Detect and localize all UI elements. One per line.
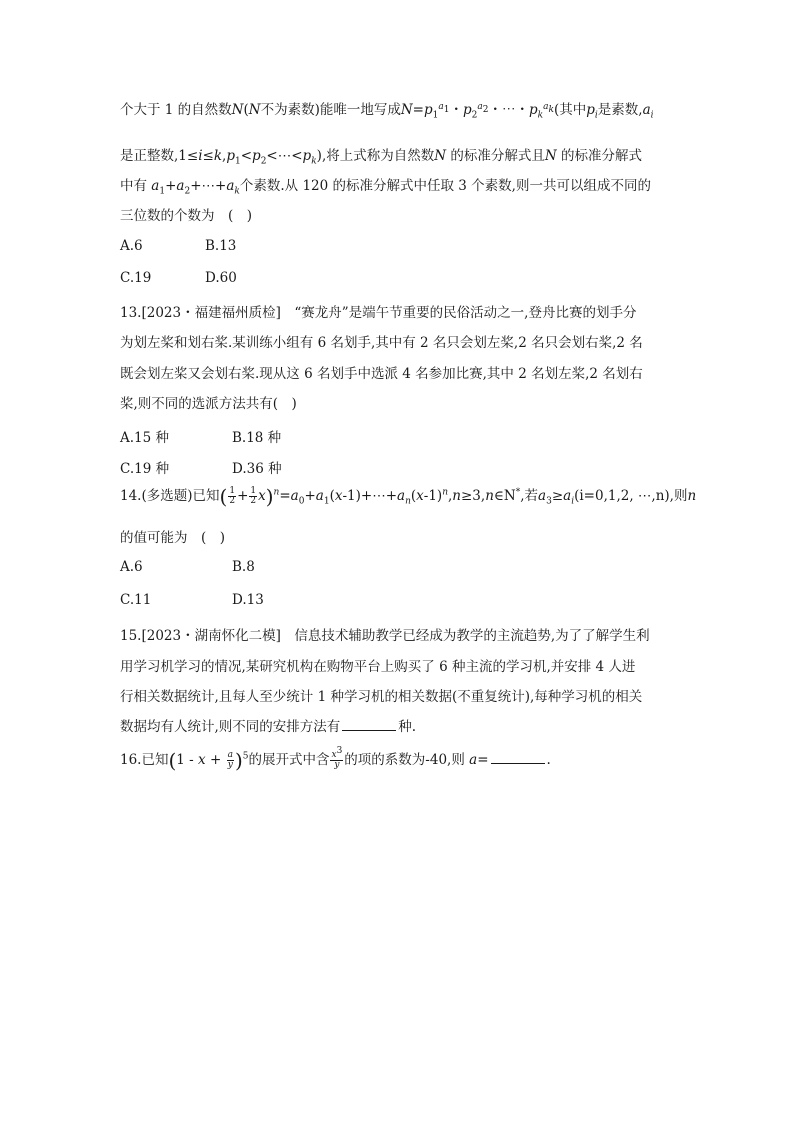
q16-answer-blank[interactable]: [491, 751, 545, 764]
q13-line-3: 既会划左桨又会划右桨.现从这 6 名划手中选派 4 名参加比赛,其中 2 名划左桨,2 名划右: [120, 366, 643, 382]
q13-option-a[interactable]: A.15 种: [120, 430, 170, 446]
q13-option-c[interactable]: C.19 种: [120, 461, 170, 477]
q12-option-d[interactable]: D.60: [205, 270, 237, 286]
q12-text: 中有: [120, 178, 147, 194]
q12-text: 的标准分解式且: [450, 148, 545, 164]
q12-text: 个素数.从 120 的标准分解式中任取 3 个素数,则一共可以组成不同的: [239, 178, 651, 194]
q16-text: .: [546, 752, 551, 768]
q13-line-2: 为划左桨和划右桨.某训练小组有 6 名划手,其中有 2 名只会划左桨,2 名只会划右桨,2 名: [120, 335, 643, 351]
q15-line-3: 行相关数据统计,且每人至少统计 1 种学习机的相关数据(不重复统计),每种学习机的相关: [120, 689, 643, 705]
q12-option-c[interactable]: C.19: [120, 270, 152, 286]
q14-text: (i=0,1,2, ⋯,n),则: [574, 488, 688, 504]
q13-line-1: 13.[2023・福建福州质检] “赛龙舟”是端午节重要的民俗活动之一,登舟比赛的划手分: [120, 305, 637, 321]
q12-line-4: 三位数的个数为 ( ): [120, 208, 253, 224]
q15-line-1: 15.[2023・湖南怀化二模] 信息技术辅助教学已经成为教学的主流趋势,为了了解学生利: [120, 628, 650, 644]
q12-text: 个大于 1 的自然数: [120, 102, 232, 118]
q15-text: 种.: [398, 719, 417, 735]
q16-text: 的展开式中含: [248, 752, 330, 768]
q16-text: 的项的系数为-40,则: [344, 752, 465, 768]
q12-text: 是素数,: [597, 102, 643, 118]
q14-option-a[interactable]: A.6: [120, 559, 143, 575]
q14-option-c[interactable]: C.11: [120, 592, 152, 608]
q14-text: 14.(多选题)已知: [120, 488, 220, 504]
q14-line-1: 14.(多选题)已知( $\frac{1}{2}$ + $\frac{1}{2}$ $x)^n=a_0+a_1(x-1)+\cdots+a_n(x-1)^n,n\ge 3,n\in N^*$,若$a_3\ge a_i(i=0,1,2$, ⋯,n),则n: [120, 484, 697, 509]
q14-option-b[interactable]: B.8: [232, 559, 255, 575]
q12-option-a[interactable]: A.6: [120, 238, 143, 254]
q13-option-d[interactable]: D.36 种: [232, 461, 282, 477]
q12-text: 不为素数)能唯一地写成: [260, 102, 401, 118]
q13-line-4: 桨,则不同的选派方法共有( ): [120, 396, 297, 412]
q14-text: ,若: [520, 488, 539, 504]
q16-line-1: 16.已知(1 - x + $\frac{a}{y}$ )$^5$的展开式中含 $\frac{x^3}{y}$ 的项的系数为-40,则 a= .: [120, 746, 551, 773]
q12-line-1: 个大于 1 的自然数N(N不为素数)能唯一地写成$N=p_1^{a_1}$・$p_2^{a_2}$・⋯・$p_k^{a_k}$(其中$p_i$是素数$,a_i$: [120, 101, 654, 121]
q14-line-2: 的值可能为 ( ): [120, 530, 226, 546]
q12-text: 是正整数,1≤: [120, 148, 199, 164]
q16-text: 16.已知: [120, 752, 169, 768]
q12-text: 的标准分解式: [560, 148, 642, 164]
q14-option-d[interactable]: D.13: [232, 592, 264, 608]
q15-line-4: [120, 715, 416, 735]
q13-option-b[interactable]: B.18 种: [232, 430, 282, 446]
q15-text: 数据均有人统计,则不同的安排方法有: [120, 719, 341, 735]
q15-answer-blank[interactable]: [342, 718, 396, 731]
q12-text: (其中: [553, 102, 587, 118]
q12-line-3: 中有 $a_1+a_2+\cdots+a_k$个素数.从 120 的标准分解式中任取 3 个素数,则一共可以组成不同的: [120, 178, 651, 197]
q15-line-2: 用学习机学习的情况,某研究机构在购物平台上购买了 6 种主流的学习机,并安排 4 人进: [120, 659, 636, 675]
q12-option-b[interactable]: B.13: [205, 238, 237, 254]
q12-text: ,将上式称为自然数: [321, 148, 435, 164]
q12-line-2: 是正整数$,1\le i\le k,p_1<p_2<\cdots<p_k$),将上式称为自然数N 的标准分解式且N 的标准分解式: [120, 148, 642, 167]
